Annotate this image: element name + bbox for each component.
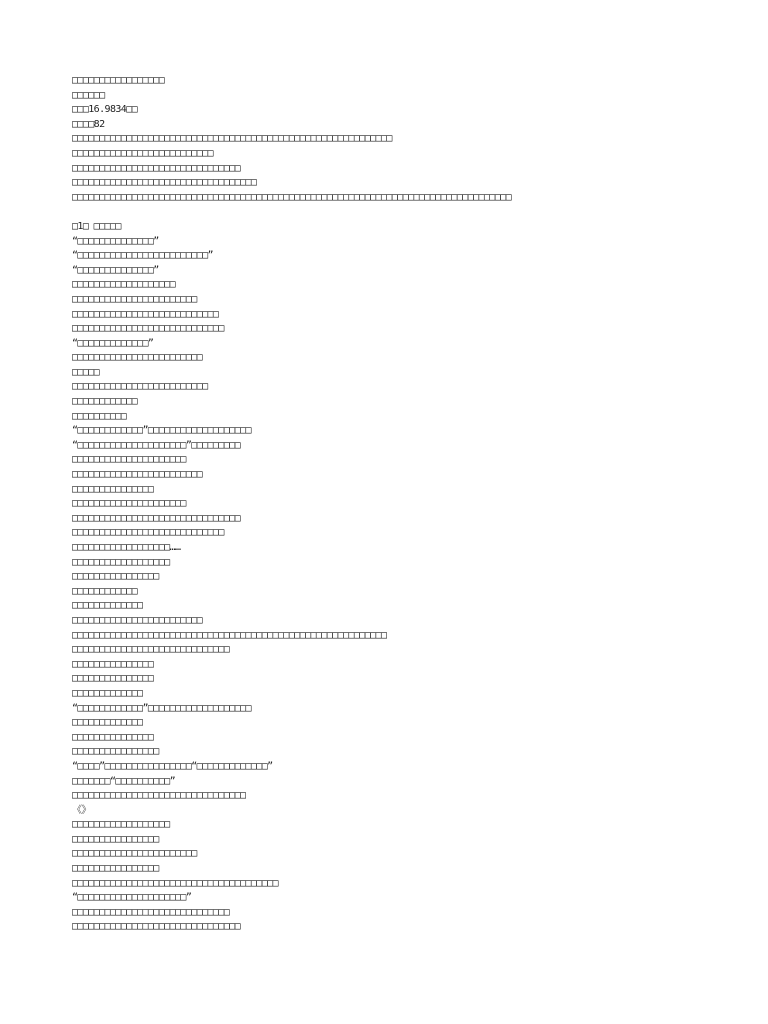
text-line: □□□□□□□□□□□□□□□□□□□□□□□□□□□□□□□□ bbox=[72, 790, 246, 802]
text-line: □□□□□ bbox=[72, 366, 100, 378]
text-line: □□□□□□□□□□□□□□□ bbox=[72, 731, 154, 743]
text-line: □□□□□□ bbox=[72, 89, 105, 101]
text-line: “□□□□□□□□□□□□□□” bbox=[72, 235, 159, 247]
text-line: 《》 bbox=[72, 804, 91, 816]
text-line: □□□□82 bbox=[72, 118, 105, 130]
text-line: □□□□□□□□□□□□□□□□□□□□□□□□□□□□□□□□□□□□□□ bbox=[72, 877, 278, 889]
text-line: □□□□□□□□□□□□□□□□□□□□□□□□□□□□□□□□□□□□□□□□□□□□□□□□□□□□□□□□□□□□□□□□□□□□□□□□□□□□□□□□□ bbox=[72, 191, 512, 203]
text-line: “□□□□□□□□□□□□□” bbox=[72, 337, 154, 349]
text-line: □□□16.9834□□ bbox=[72, 104, 138, 116]
text-line: □□□□□□□□□□□□ bbox=[72, 396, 138, 408]
text-line: □□□□□□□□□□□□□□□ bbox=[72, 658, 154, 670]
text-line: □□□□□□□□□□□□□ bbox=[72, 687, 143, 699]
text-line: □□□□□□□□□□□□□□□□□□□□□□□□□□□□□□□ bbox=[72, 921, 241, 933]
text-line: □□□□□□□□□□□□□□□ bbox=[72, 483, 154, 495]
text-line: □□□□□□□□□□□□□□□□□□□□□□□□□□□□□ bbox=[72, 644, 230, 656]
text-line: □□□□□□□□□□□□□□□□ bbox=[72, 746, 159, 758]
text-line bbox=[72, 205, 752, 220]
text-line: □□□□□□□□□□□□□□□□□□□□□□□□ bbox=[72, 352, 203, 364]
text-line: □□□□□□□□□□□□□□□□ bbox=[72, 571, 159, 583]
text-line: □1□ □□□□□ bbox=[72, 220, 121, 232]
text-line: □□□□□□□□□□□□□□□ bbox=[72, 673, 154, 685]
text-line: □□□□□□□□□□□□□□□□□□□□□□□□□□□□□□□ bbox=[72, 512, 241, 524]
text-line: □□□□□□□□□□□□□□□□□□□□□□□□□□□□ bbox=[72, 527, 224, 539]
text-line: □□□□□□□□□□□□□□□□□□□□□□□ bbox=[72, 293, 197, 305]
text-line: “□□□□□□□□□□□□”□□□□□□□□□□□□□□□□□□□ bbox=[72, 702, 251, 714]
text-line: □□□□□□□□□□□□□□□□□□□□□□□□□□□□ bbox=[72, 323, 224, 335]
text-line: □□□□□□□□□□□□□□□□□□□□□□□□ bbox=[72, 469, 203, 481]
text-line: □□□□□□□□□□□□□□□□□□□ bbox=[72, 279, 175, 291]
text-line: □□□□□□□“□□□□□□□□□□” bbox=[72, 775, 175, 787]
text-line: “□□□□□□□□□□□□□□□□□□□□”□□□□□□□□□ bbox=[72, 439, 241, 451]
text-line: □□□□□□□□□□□□□□□□□□ bbox=[72, 819, 170, 831]
text-line: □□□□□□□□□□ bbox=[72, 410, 127, 422]
text-line: □□□□□□□□□□□□ bbox=[72, 585, 138, 597]
text-line: □□□□□□□□□□□□□□□□□□□□□□□□□ bbox=[72, 381, 208, 393]
text-line: □□□□□□□□□□□□□□□□ bbox=[72, 833, 159, 845]
text-line: “□□□□”□□□□□□□□□□□□□□□□“□□□□□□□□□□□□□” bbox=[72, 760, 273, 772]
text-line: □□□□□□□□□□□□□□□□□□ bbox=[72, 556, 170, 568]
text-line: “□□□□□□□□□□□□□□□□□□□□” bbox=[72, 892, 192, 904]
document-body bbox=[72, 74, 752, 935]
text-line: “□□□□□□□□□□□□□□” bbox=[72, 264, 159, 276]
text-line: □□□□□□□□□□□□□□□□□□□□□□□□□□□□□□□□□□□□□□□□□□□□□□□□□□□□□□□□□□□ bbox=[72, 133, 392, 145]
text-line: □□□□□□□□□□□□□□□□□□□□□□□□□□□□□□□□□□□□□□□□□□□□□□□□□□□□□□□□□□ bbox=[72, 629, 387, 641]
text-line: □□□□□□□□□□□□□□□□□□□□□□□□□□□ bbox=[72, 308, 219, 320]
text-line: □□□□□□□□□□□□□□□□□□□□□□□□□□ bbox=[72, 147, 213, 159]
text-line: □□□□□□□□□□□□□□□□□□□□□□□□ bbox=[72, 614, 203, 626]
text-line: □□□□□□□□□□□□□□□□□□□□□□□□□□□□□□□□□□ bbox=[72, 177, 257, 189]
text-line: □□□□□□□□□□□□□ bbox=[72, 717, 143, 729]
text-line: □□□□□□□□□□□□□ bbox=[72, 600, 143, 612]
text-line: □□□□□□□□□□□□□□□□□□□□□□□□□□□□□ bbox=[72, 906, 230, 918]
text-line: □□□□□□□□□□□□□□□□□□□□□ bbox=[72, 498, 186, 510]
text-line: □□□□□□□□□□□□□□□□□□…… bbox=[72, 542, 181, 553]
text-line: □□□□□□□□□□□□□□□□□□□□□□□ bbox=[72, 848, 197, 860]
text-line: □□□□□□□□□□□□□□□□□ bbox=[72, 75, 165, 86]
text-line: “□□□□□□□□□□□□□□□□□□□□□□□□” bbox=[72, 250, 213, 262]
text-line: □□□□□□□□□□□□□□□□□□□□□□□□□□□□□□□ bbox=[72, 162, 241, 174]
text-line: “□□□□□□□□□□□□”□□□□□□□□□□□□□□□□□□□ bbox=[72, 425, 251, 437]
text-line: □□□□□□□□□□□□□□□□□□□□□ bbox=[72, 454, 186, 466]
text-line: □□□□□□□□□□□□□□□□ bbox=[72, 863, 159, 875]
